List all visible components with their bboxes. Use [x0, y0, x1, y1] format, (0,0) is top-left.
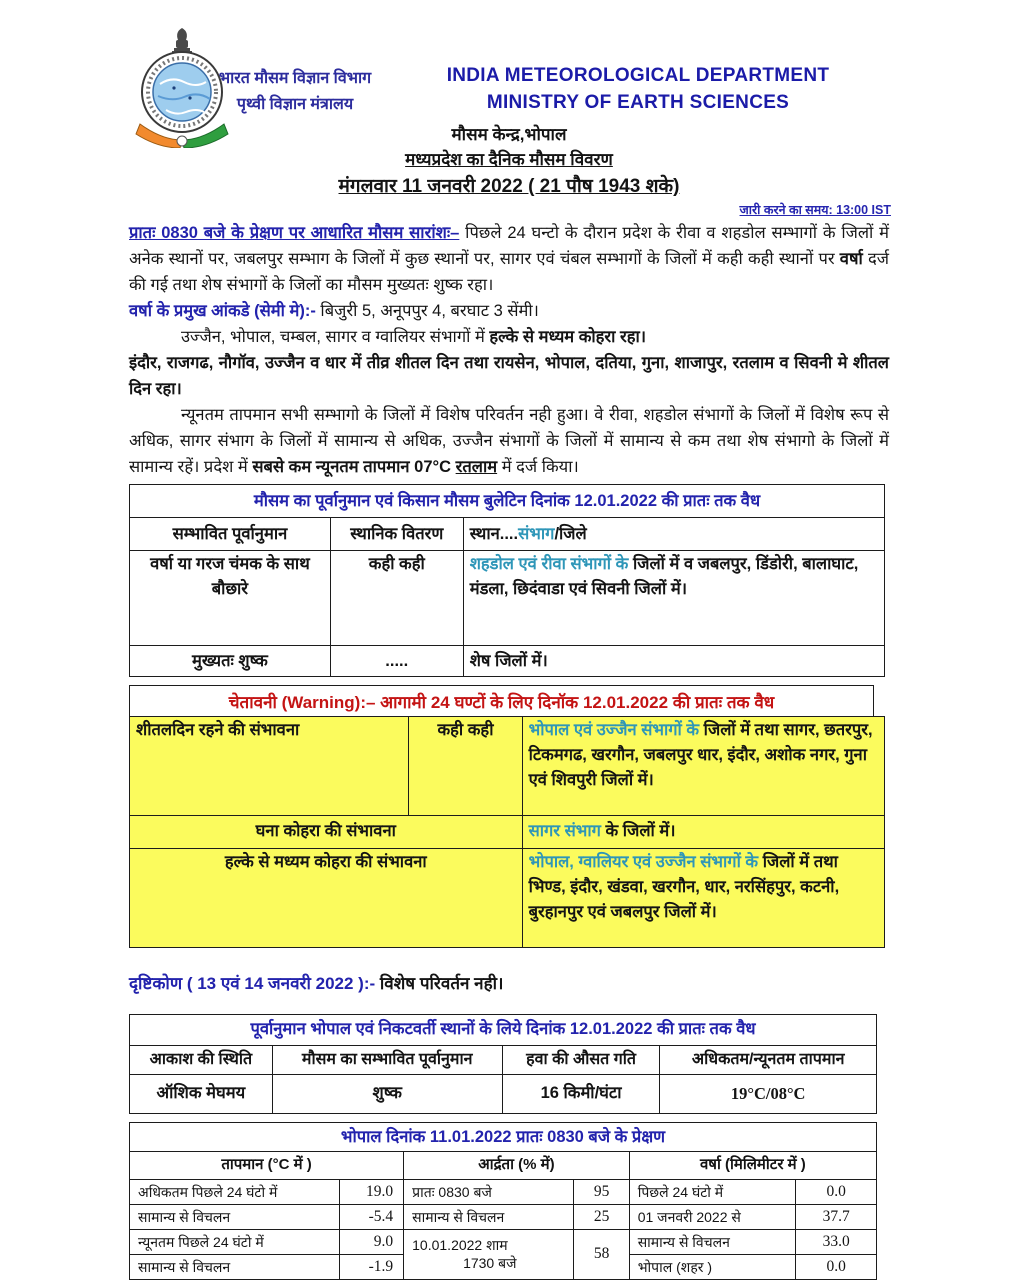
distribution-col-header: स्थानिक वितरण: [330, 518, 463, 551]
rainfall-value: 33.0: [796, 1229, 877, 1254]
warning-location-highlight: सागर संभाग: [528, 822, 601, 840]
humidity-label: प्रातः 0830 बजे: [404, 1179, 574, 1204]
min-temp-paragraph: [129, 402, 889, 480]
table-row: [130, 551, 885, 646]
rainfall-label: भोपाल (शहर ): [629, 1254, 796, 1279]
forecast-table: [129, 484, 885, 677]
warning-location-cell: [522, 815, 884, 848]
temperature-value: -1.9: [339, 1254, 403, 1279]
forecast-col-header: मौसम का सम्भावित पूर्वानुमान: [272, 1045, 502, 1074]
rainfall-label: सामान्य से विचलन: [629, 1229, 796, 1254]
table-row: [130, 1229, 877, 1254]
fog-report-line: [129, 324, 889, 350]
rainfall-figures-values: बिजुरी 5, अनूपपुर 4, बरघाट 3 सेंमी।: [315, 302, 539, 320]
location-highlight: शहडोल एवं रीवा संभागों के: [469, 555, 633, 573]
warning-location-rest: जिलों में तथा सागर, छतरपुर, टिकमगढ, खरगौन, जबलपुर धार, इंदौर, अशोक नगर, गुना एवं शिवपुरी जिलों में।: [528, 720, 873, 789]
summary-rain-word: वर्षा: [839, 250, 863, 268]
wind-col-header: हवा की औसत गति: [502, 1045, 660, 1074]
temperature-label: सामान्य से विचलन: [130, 1254, 340, 1279]
summary-text-2: दर्ज की गई तथा शेष संभागों के जिलों का मौसम मुख्यतः शुष्क रहा।: [129, 250, 889, 294]
warning-distribution-cell: कही कही: [409, 716, 522, 815]
location-header-prefix: स्थान....: [469, 524, 519, 543]
summary-text-1: पिछले 24 घन्टो के दौरान प्रदेश के रीवा व शहडोल सम्भागों के जिलों में अनेक स्थानों पर, जबलपुर सम्भाग के जिलों में कुछ स्थानों पर, सागर एवं चंबल सम्भागों के जिलों में कही कही स्थानों पर: [129, 224, 890, 268]
warning-event-cell: शीतलदिन रहने की संभावना: [130, 716, 409, 815]
fog-text: उज्जैन, भोपाल, चम्बल, सागर व ग्वालियर संभागों में: [181, 328, 490, 346]
table-row: [130, 848, 885, 947]
bulletin-heading-block: [129, 122, 889, 201]
rainfall-figures-label: वर्षा के प्रमुख आंकडे (सेमी मे):-: [129, 302, 316, 320]
distribution-cell: कही कही: [330, 551, 463, 646]
rainfall-value: 37.7: [796, 1204, 877, 1229]
rainfall-value: 0.0: [796, 1179, 877, 1204]
warning-event-cell: घना कोहरा की संभावना: [130, 815, 523, 848]
warning-event-cell: हल्के से मध्यम कोहरा की संभावना: [130, 848, 523, 947]
bhopal-forecast-table: [129, 1014, 877, 1114]
temperature-section-header: तापमान (°C में ): [130, 1151, 404, 1179]
bhopal-forecast-header-row: [130, 1045, 877, 1074]
forecast-col-header: सम्भावित पूर्वानुमान: [130, 518, 331, 551]
bulletin-title: मध्यप्रदेश का दैनिक मौसम विवरण: [405, 150, 613, 169]
department-name-english: [392, 62, 884, 116]
temp-cell: 19°C/08°C: [660, 1074, 877, 1113]
warning-location-rest: जिलों में तथा भिण्ड, इंदौर, खंडवा, खरगौन, धार, नरसिंहपुर, कटनी, बुरहानपुर एवं जबलपुर जिलों में।: [528, 852, 840, 921]
office-name: मौसम केन्द्र,भोपाल: [451, 125, 567, 144]
table-row: [130, 1179, 877, 1204]
humidity-label: सामान्य से विचलन: [404, 1204, 574, 1229]
warning-location-cell: [522, 848, 884, 947]
warning-location-highlight: भोपाल, ग्वालियर एवं उज्जैन संभागों के: [528, 852, 763, 871]
forecast-table-title-row: [130, 485, 885, 518]
rainfall-section-header: वर्षा (मिलिमीटर में ): [629, 1151, 876, 1179]
temperature-value: 9.0: [339, 1229, 403, 1254]
warning-location-highlight: भोपाल एवं उज्जैन संभागों के: [528, 720, 704, 739]
temperature-value: -5.4: [339, 1204, 403, 1229]
table-row: [130, 1204, 877, 1229]
humidity-label-line1: 10.01.2022 शाम: [412, 1237, 508, 1253]
table-row: [130, 646, 885, 677]
temperature-label: सामान्य से विचलन: [130, 1204, 340, 1229]
wind-cell: 16 किमी/घंटा: [502, 1074, 660, 1113]
bulletin-date: मंगलवार 11 जनवरी 2022 ( 21 पौष 1943 शके): [338, 176, 680, 197]
warning-title-bar: चेतावनी (Warning):– आगामी 24 घण्टों के लिए दिनॉक 12.01.2022 की प्रातः तक वैध: [129, 685, 874, 717]
humidity-value: 95: [574, 1179, 629, 1204]
humidity-label-line2: 1730 बजे: [463, 1255, 517, 1271]
temperature-label: अधिकतम पिछले 24 घंटो में: [130, 1179, 340, 1204]
humidity-value: 25: [574, 1204, 629, 1229]
warning-table: [129, 716, 885, 948]
observations-table: [129, 1122, 877, 1280]
warning-location-rest: के जिलों में।: [600, 822, 676, 840]
observations-section-row: [130, 1151, 877, 1179]
table-row: [130, 815, 885, 848]
forecast-cell: मुख्यतः शुष्क: [130, 646, 331, 677]
outlook-line: [129, 970, 889, 997]
rainfall-label: पिछले 24 घंटो में: [629, 1179, 796, 1204]
location-cell: [463, 551, 884, 646]
forecast-cell: शुष्क: [272, 1074, 502, 1113]
min-temp-place: रतलाम: [455, 458, 498, 476]
humidity-label: [404, 1229, 574, 1279]
rainfall-figures-line: [129, 298, 889, 324]
department-name-hindi: [200, 66, 390, 118]
dept-hindi-line2: पृथ्वी विज्ञान मंत्रालय: [236, 96, 354, 113]
location-col-header: [463, 518, 884, 551]
dept-hindi-line1: भारत मौसम विज्ञान विभाग: [218, 70, 372, 87]
forecast-table-title: मौसम का पूर्वानुमान एवं किसान मौसम बुलेटिन दिनांक 12.01.2022 की प्रातः तक वैध: [130, 485, 885, 518]
sky-cell: ऑशिक मेघमय: [130, 1074, 273, 1113]
dept-english-line2: MINISTRY OF EARTH SCIENCES: [486, 92, 790, 113]
outlook-text: विशेष परिवर्तन नही।: [375, 973, 504, 993]
location-cell: शेष जिलों में।: [463, 646, 884, 677]
temperature-value: 19.0: [339, 1179, 403, 1204]
table-row: [130, 716, 885, 815]
outlook-label: दृष्टिकोण ( 13 एवं 14 जनवरी 2022 ):-: [129, 973, 376, 993]
rainfall-label: 01 जनवरी 2022 से: [629, 1204, 796, 1229]
observations-title: भोपाल दिनांक 11.01.2022 प्रातः 0830 बजे के प्रेक्षण: [130, 1122, 877, 1151]
bhopal-forecast-title: पूर्वानुमान भोपाल एवं निकटवर्ती स्थानों के लिये दिनांक 12.01.2022 की प्रातः तक वैध: [130, 1014, 877, 1045]
humidity-section-header: आर्द्रता (% में): [404, 1151, 630, 1179]
forecast-cell: वर्षा या गरज चंमक के साथ बौछारे: [130, 551, 331, 646]
location-header-highlight: संभाग: [518, 524, 555, 543]
min-temp-tail: में दर्ज किया।: [497, 458, 579, 476]
rainfall-value: 0.0: [796, 1254, 877, 1279]
issue-time: जारी करने का समय: 13:00 IST: [739, 203, 891, 217]
temperature-label: न्यूनतम पिछले 24 घंटो में: [130, 1229, 340, 1254]
humidity-value: 58: [574, 1229, 629, 1279]
cold-day-line: इंदौर, राजगढ, नौगॉव, उज्जैन व धार में तीव्र शीतल दिन तथा रायसेन, भोपाल, दतिया, गुना, शाजापुर, रतलाम व सिवनी मे शीतल दिन रहा।: [129, 354, 889, 398]
sky-col-header: आकाश की स्थिति: [130, 1045, 273, 1074]
location-rest: जिलों में व जबलपुर, डिंडोरी, बालाघाट, मंडला, छिदंवाडा एवं सिवनी जिलों में।: [469, 555, 859, 598]
dept-english-line1: INDIA METEOROLOGICAL DEPARTMENT: [446, 65, 830, 86]
fog-bold-text: हल्के से मध्यम कोहरा रहा।: [489, 328, 647, 346]
observations-title-row: [130, 1122, 877, 1151]
summary-heading: प्रातः 0830 बजे के प्रेक्षण पर आधारित मौसम सारांशः–: [129, 224, 460, 242]
warning-location-cell: [522, 716, 884, 815]
distribution-cell: .....: [330, 646, 463, 677]
min-temp-bold: सबसे कम न्यूनतम तापमान 07°C: [252, 458, 456, 476]
location-header-suffix: /जिले: [554, 524, 587, 543]
min-temp-text: न्यूनतम तापमान सभी सम्भागो के जिलों में विशेष परिवर्तन नही हुआ। वे रीवा, शहडोल संभागों के जिलों में विशेष रूप से अधिक, सागर संभाग के जिलों में सामान्य से अधिक, उज्जैन संभागों के जिलों में सामान्य से कम तथा शेष संभागो के जिलों में सामान्य रहें। प्रदेश में: [129, 406, 889, 476]
temp-col-header: अधिकतम/न्यूनतम तापमान: [660, 1045, 877, 1074]
bulletin-body: [129, 220, 889, 1280]
table-row: [130, 1074, 877, 1113]
bhopal-forecast-title-row: [130, 1014, 877, 1045]
forecast-table-header-row: [130, 518, 885, 551]
weather-summary-paragraph: [129, 220, 889, 298]
